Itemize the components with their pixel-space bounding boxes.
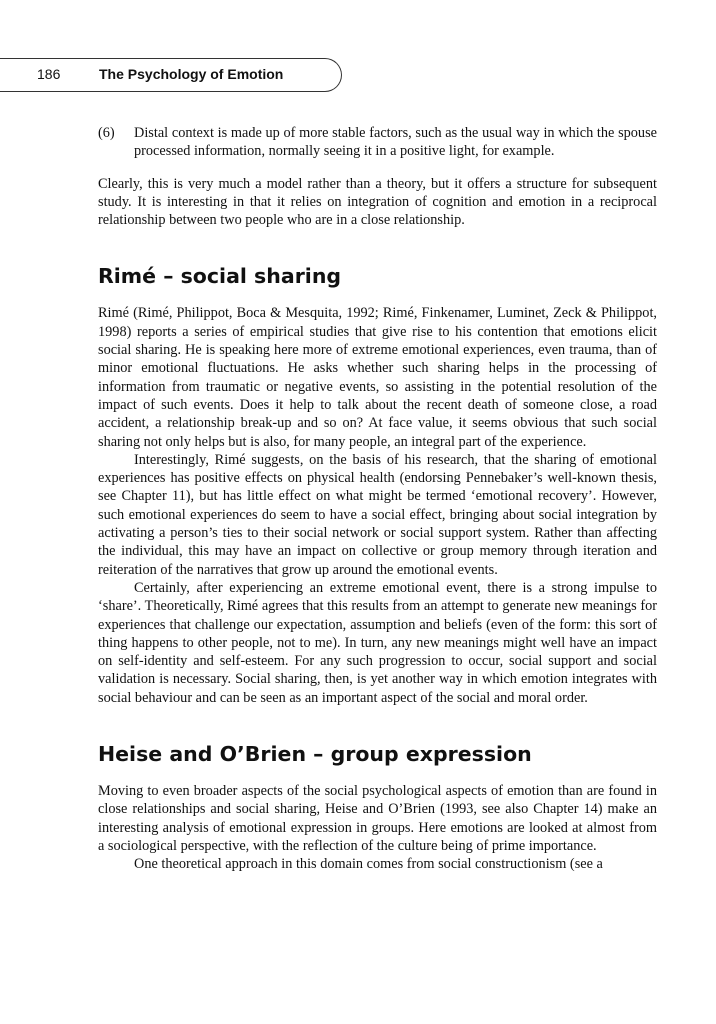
paragraph: Rimé (Rimé, Philippot, Boca & Mesquita, 1992; Rimé, Finkenamer, Luminet, Zeck & Philippot, 1998) reports a series of empirical studies that give rise to his contention that emotions elicit social sharing. He is speaking here more of extreme emotional experiences, even trauma, than of minor emotional fluctuations. He asks whether such sharing helps in the processing of information from traumatic or negative events, so assisting in the potential resolution of the impact of such events. Does it help to talk about the recent death of someone close, a road accident, a relationship break-up and so on? At face value, it seems obvious that such social sharing not only helps but is also, for many people, an integral part of the experience.: [98, 305, 657, 450]
paragraph: Certainly, after experiencing an extreme emotional event, there is a strong impulse to ‘share’. Theoretically, Rimé agrees that this results from an attempt to generate new meanings for experiences that challenge our expectation, assumption and beliefs (even of the form: this sort of thing happens to other people, not to me). In turn, any new meanings might well have an impact on self-identity and self-esteem. For any such progression to occur, social support and social validation is necessary. Social sharing, then, is yet another way in which emotion integrates with social behaviour and can be seen as an important aspect of the social and moral order.: [98, 579, 657, 706]
list-item-number: (6): [98, 125, 115, 141]
page-number: 186: [37, 66, 61, 82]
section-heading-heise: Heise and O’Brien – group expression: [98, 742, 532, 767]
list-item-text: Distal context is made up of more stable factors, such as the usual way in which the spouse processed information, normally seeing it in a positive light, for example.: [134, 125, 657, 160]
paragraph: One theoretical approach in this domain comes from social constructionism (see a: [134, 856, 603, 873]
paragraph: Moving to even broader aspects of the social psychological aspects of emotion than are found in close relationships and social sharing, Heise and O’Brien (1993, see also Chapter 14) make an interesting analysis of emotional expression in groups. Here emotions are looked at almost from a sociological perspective, with the reflection of the culture being of prime importance.: [98, 783, 657, 854]
paragraph: Interestingly, Rimé suggests, on the basis of his research, that the sharing of emotional experiences has positive effects on physical health (endorsing Pennebaker’s well-known thesis, see Chapter 11), but has little effect on what might be termed ‘emotional recovery’. However, such emotional experiences do seem to have a social effect, bringing about social integration by activating a person’s ties to their social network or social support system. Rather than affecting the individual, this may have an impact on collective or group memory through iteration and reiteration of the narratives that grow up around the emotional events.: [98, 451, 657, 578]
intro-paragraph: Clearly, this is very much a model rather than a theory, but it offers a structure for subsequent study. It is interesting in that it relies on integration of cognition and emotion in a reciprocal relationship between two people who are in a close relationship.: [98, 175, 657, 229]
running-title: The Psychology of Emotion: [99, 66, 284, 82]
list-item: [98, 124, 657, 161]
section-heading-rime: Rimé – social sharing: [98, 264, 342, 289]
page-body: [98, 124, 657, 874]
